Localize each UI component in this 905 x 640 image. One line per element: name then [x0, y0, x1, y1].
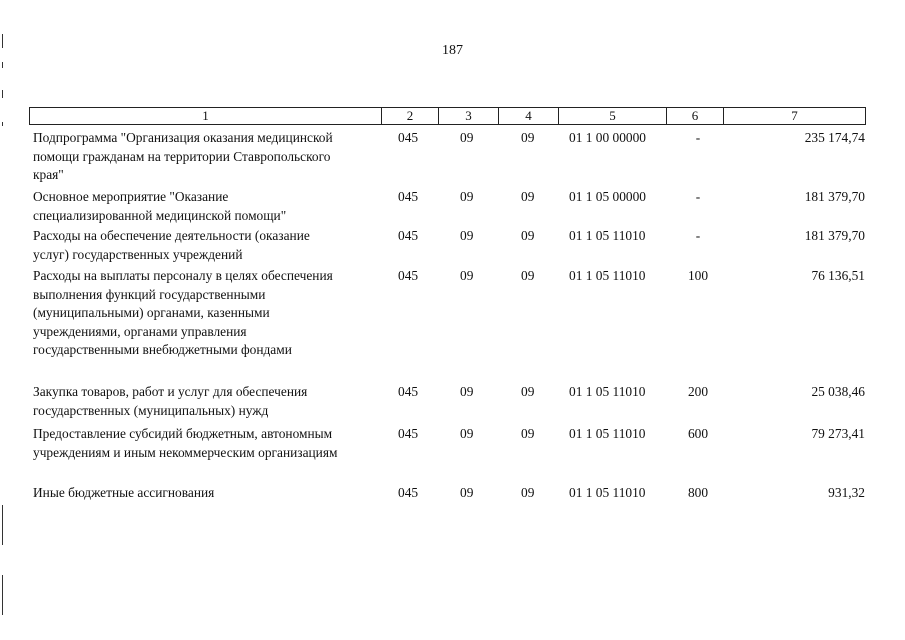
row-amount: 931,32 — [828, 485, 865, 500]
header-cell-1: 1 — [202, 108, 209, 123]
row-name-line: Иные бюджетные ассигнования — [33, 485, 215, 500]
row-name-line: Расходы на обеспечение деятельности (оказание — [33, 228, 310, 243]
row-expense-type: - — [695, 189, 701, 204]
row-expense-type: - — [695, 228, 701, 243]
row-name-line: специализированной медицинской помощи" — [33, 207, 287, 223]
row-amount: 181 379,70 — [804, 189, 865, 204]
header-cell-4: 4 — [525, 108, 532, 123]
row-amount: 76 136,51 — [811, 268, 865, 283]
row-ministry-code: 045 — [398, 384, 419, 399]
row-name-line: государственных (муниципальных) нужд — [33, 402, 269, 418]
row-expense-type: 600 — [687, 426, 709, 441]
row-name — [33, 484, 214, 503]
row-expense-type: 100 — [687, 268, 709, 283]
row-subsection-code: 09 — [521, 189, 535, 204]
row-name-line: государственными внебюджетными фондами — [33, 342, 292, 357]
row-name-line: Предоставление субсидий бюджетным, автономным — [33, 426, 333, 441]
row-name-line: Подпрограмма "Организация оказания медицинской — [33, 130, 333, 145]
row-ministry-code: 045 — [398, 189, 419, 204]
row-subsection-code: 09 — [521, 228, 535, 243]
row-subsection-code: 09 — [521, 426, 535, 441]
header-cell-7: 7 — [791, 108, 798, 123]
row-section-code: 09 — [460, 485, 474, 500]
row-name-line: (муниципальными) органами, казенными — [33, 305, 270, 320]
row-ministry-code: 045 — [398, 268, 419, 283]
row-ministry-code: 045 — [398, 426, 419, 441]
row-name — [33, 383, 307, 420]
page-number: 187 — [442, 43, 463, 58]
row-name — [33, 188, 286, 225]
row-amount: 25 038,46 — [811, 384, 865, 399]
row-target-code: 01 1 05 11010 — [569, 485, 646, 500]
header-cell-2: 2 — [406, 108, 414, 123]
row-subsection-code: 09 — [521, 384, 535, 399]
row-name-line: выполнения функций государственными — [33, 286, 266, 302]
row-amount: 79 273,41 — [811, 426, 865, 441]
row-name — [33, 129, 333, 185]
row-amount: 235 174,74 — [804, 130, 865, 145]
row-name-line: края" — [33, 167, 64, 182]
row-target-code: 01 1 05 11010 — [569, 384, 646, 399]
row-subsection-code: 09 — [521, 485, 535, 500]
row-section-code: 09 — [460, 189, 474, 204]
row-name-line: Закупка товаров, работ и услуг для обеспечения — [33, 384, 308, 399]
row-amount: 181 379,70 — [804, 228, 865, 243]
row-ministry-code: 045 — [398, 130, 419, 145]
row-name-line: услуг) государственных учреждений — [33, 246, 243, 262]
header-cell-5: 5 — [609, 108, 616, 123]
scan-mark — [2, 505, 3, 545]
row-ministry-code: 045 — [398, 485, 419, 500]
row-name-line: учреждениям и иным некоммерческим организациям — [33, 444, 338, 460]
row-target-code: 01 1 05 00000 — [569, 189, 646, 204]
row-section-code: 09 — [460, 130, 474, 145]
row-expense-type: - — [695, 130, 701, 145]
row-ministry-code: 045 — [398, 228, 419, 243]
row-subsection-code: 09 — [521, 130, 535, 145]
scan-mark — [2, 575, 3, 615]
row-section-code: 09 — [460, 268, 474, 283]
scan-mark — [2, 122, 3, 126]
row-name-line: помощи гражданам на территории Ставропольского — [33, 148, 331, 164]
row-expense-type: 800 — [687, 485, 709, 500]
scan-mark — [2, 90, 3, 98]
row-name-line: Расходы на выплаты персоналу в целях обеспечения — [33, 268, 333, 283]
header-cell-3: 3 — [465, 108, 472, 123]
header-cell-6: 6 — [691, 108, 699, 123]
row-target-code: 01 1 05 11010 — [569, 426, 646, 441]
row-target-code: 01 1 00 00000 — [569, 130, 646, 145]
row-name — [33, 227, 310, 264]
row-subsection-code: 09 — [521, 268, 535, 283]
row-section-code: 09 — [460, 426, 474, 441]
row-name-line: учреждениями, органами управления — [33, 323, 247, 339]
row-target-code: 01 1 05 11010 — [569, 228, 646, 243]
row-section-code: 09 — [460, 384, 474, 399]
table-header-row — [29, 107, 866, 125]
row-name — [33, 267, 333, 360]
row-section-code: 09 — [460, 228, 474, 243]
row-target-code: 01 1 05 11010 — [569, 268, 646, 283]
scan-mark — [2, 62, 3, 68]
row-name-line: Основное мероприятие "Оказание — [33, 189, 229, 204]
row-expense-type: 200 — [687, 384, 709, 399]
row-name — [33, 425, 338, 462]
